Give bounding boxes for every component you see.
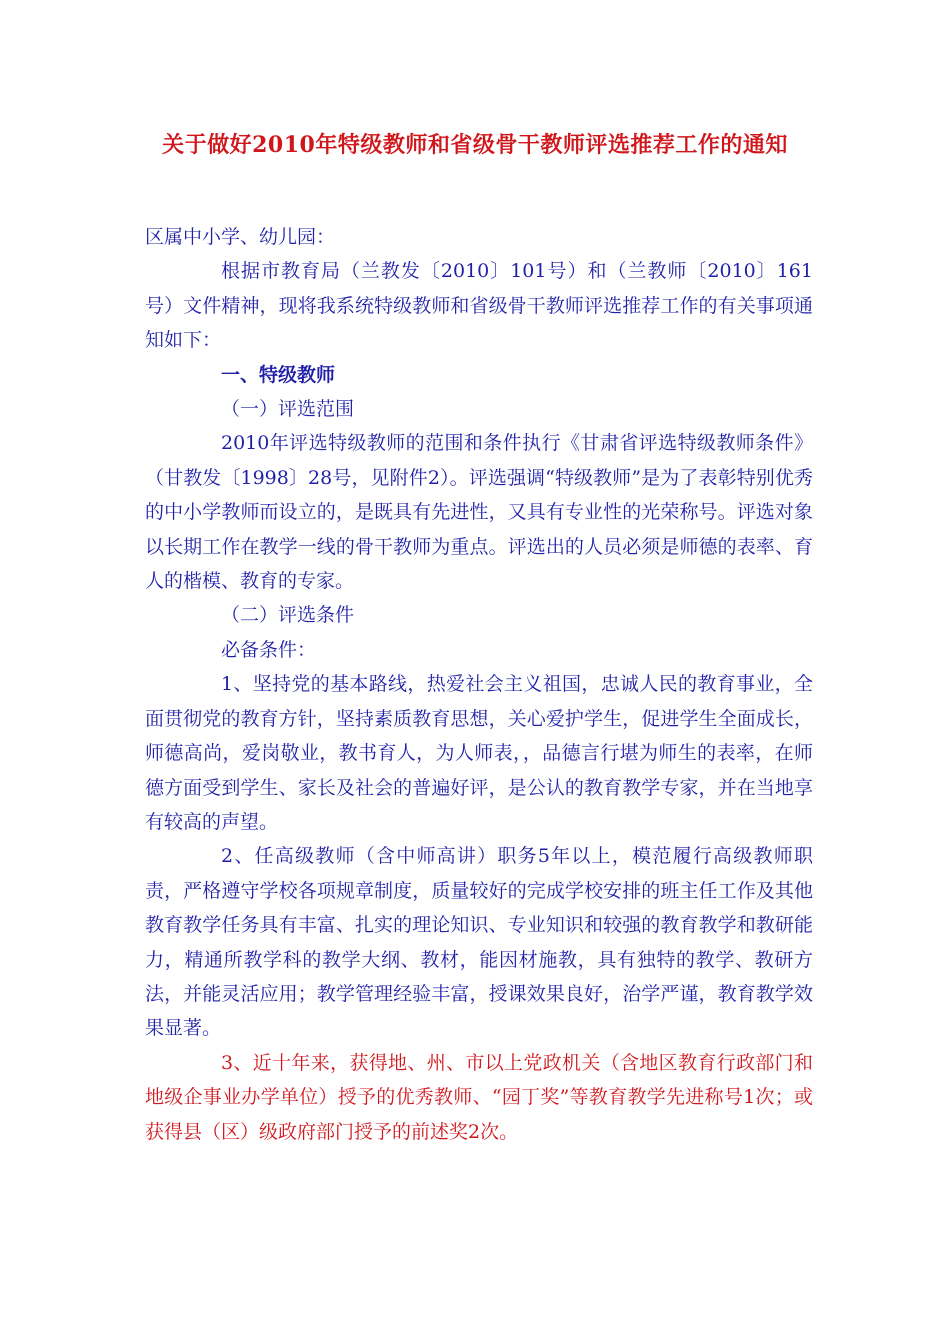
subheading-conditions: （二）评选条件 <box>221 604 355 627</box>
condition-item-1: 1、坚持党的基本路线，热爱社会主义祖国，忠诚人民的教育事业，全面贯彻党的教育方针，坚持素质教育思想，关心爱护学生，促进学生全面成长，师德高尚，爱岗敬业，教书育人，为人师表，，品德言行堪为师生的表率，在师德方面受到学生、家长及社会的普遍好评，是公认的教育教学专家，并在当地享有较高的声望。 <box>145 673 813 833</box>
document-title: 关于做好2010年特级教师和省级骨干教师评选推荐工作的通知 <box>162 132 788 158</box>
scope-paragraph: 2010年评选特级教师的范围和条件执行《甘肃省评选特级教师条件》（甘教发〔1998〕28号，见附件2）。评选强调“特级教师”是为了表彰特别优秀的中小学教师而设立的，是既具有先进性，又具有专业性的光荣称号。评选对象以长期工作在教学一线的骨干教师为重点。评选出的人员必须是师德的表率、育人的楷模、教育的专家。 <box>145 432 813 593</box>
condition-item-3: 3、近十年来，获得地、州、市以上党政机关（含地区教育行政部门和地级企事业办学单位）授予的优秀教师、“园丁奖”等教育教学先进称号1次；或获得县（区）级政府部门授予的前述奖2次。 <box>145 1051 813 1143</box>
intro-paragraph: 根据市教育局（兰教发〔2010〕101号）和（兰教师〔2010〕161号）文件精神，现将我系统特级教师和省级骨干教师评选推荐工作的有关事项通知如下： <box>145 260 813 352</box>
document-body <box>145 220 813 1149</box>
section-heading-special-teacher: 一、特级教师 <box>221 363 336 386</box>
condition-item-2: 2、任高级教师（含中师高讲）职务5年以上，模范履行高级教师职责，严格遵守学校各项规章制度，质量较好的完成学校安排的班主任工作及其他教育教学任务具有丰富、扎实的理论知识、专业知识和较强的教育教学和教研能力，精通所教学科的教学大纲、教材，能因材施教，具有独特的教学、教研方法，并能灵活应用；教学管理经验丰富，授课效果良好，治学严谨，教育教学效果显著。 <box>145 845 813 1040</box>
salutation: 区属中小学、幼儿园： <box>145 226 336 248</box>
subheading-scope: （一）评选范围 <box>221 398 355 421</box>
required-conditions-label: 必备条件： <box>221 638 317 661</box>
